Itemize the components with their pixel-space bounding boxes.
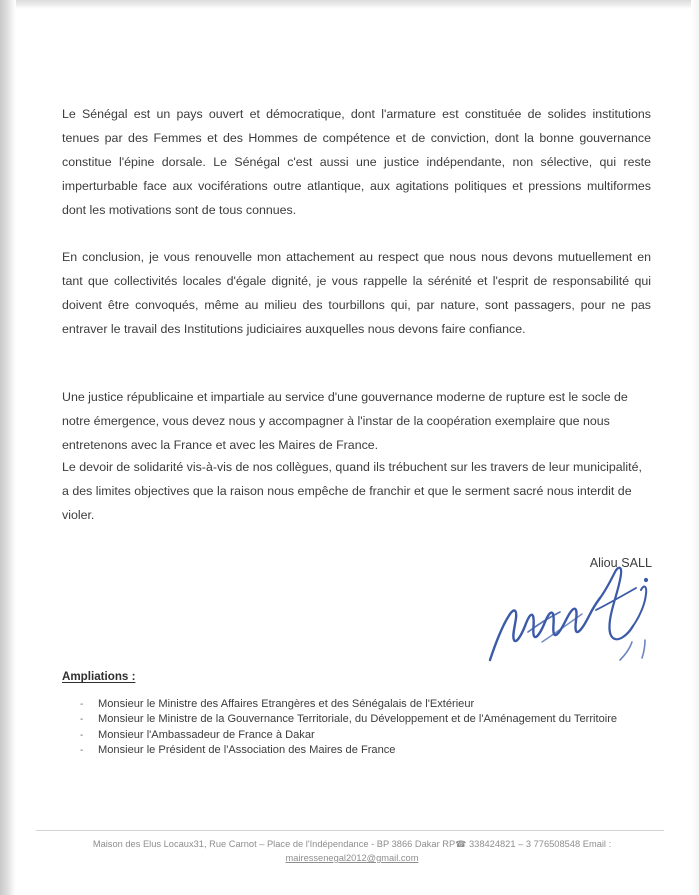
list-item xyxy=(62,697,652,712)
scan-shadow-top-edge xyxy=(16,0,699,9)
bullet-dash-icon: - xyxy=(80,729,84,741)
footer-email-address[interactable]: mairessenegal2012@gmail.com xyxy=(285,853,419,863)
footer-address-line xyxy=(62,837,642,851)
page-footer xyxy=(62,837,642,865)
footer-address-text: Maison des Elus Locaux31, Rue Carnot – Place de l'Indépendance - BP 3866 Dakar RP xyxy=(92,839,456,849)
list-item xyxy=(62,743,652,758)
footer-email-line xyxy=(62,851,642,865)
bullet-dash-icon: - xyxy=(80,699,84,710)
list-item xyxy=(62,728,652,743)
recipient-label: Monsieur le Ministre des Affaires Etrangères et des Sénégalais de l'Extérieur xyxy=(98,698,475,710)
list-item xyxy=(62,712,652,727)
ampliations-recipient-list xyxy=(62,697,652,759)
signature-block xyxy=(470,556,670,666)
body-paragraph-1: Le Sénégal est un pays ouvert et démocratique, dont l'armature est constituée de solides institutions tenues par des Femmes et des Hommes de compétence et de conviction, dont la bonne gouvernance constitue l'épine dorsale. Le Sénégal c'est aussi une justice indépendante, non sélective, qui reste imperturbable face aux vociférations outre atlantique, aux agitations politiques et pressions multiformes dont les motivations sont de tous connues. xyxy=(62,107,651,217)
recipient-label: Monsieur le Ministre de la Gouvernance Territoriale, du Développement et de l'Aménagement du Territoire xyxy=(98,713,618,726)
footer-divider xyxy=(36,830,664,831)
footer-phone-numbers: 338424821 – 3 776508548 xyxy=(468,839,581,849)
signer-name: Aliou SALL xyxy=(589,556,652,570)
body-paragraph-2: En conclusion, je vous renouvelle mon attachement au respect que nous nous devons mutuellement en tant que collectivités locales d'égale dignité, je vous rappelle la sérénité et l'esprit de responsabilité qui doivent être convoqués, même au milieu des tourbillons qui, par nature, sont passagers, pour ne pas entraver le travail des Institutions judiciaires auxquelles nous devons faire confiance. xyxy=(62,250,651,336)
ampliations-heading: Ampliations : xyxy=(62,670,136,683)
body-paragraph-3: Une justice républicaine et impartiale au service d'une gouvernance moderne de rupture est le socle de notre émergence, vous devez nous y accompagner à l'instar de la coopération exemplaire que nous entretenons avec la France et avec les Maires de France. xyxy=(62,390,628,452)
footer-email-label: Email : xyxy=(582,839,612,849)
telephone-icon: ☎ xyxy=(455,839,467,849)
scan-shadow-left-edge xyxy=(0,0,16,895)
scan-shadow-right-edge xyxy=(691,0,699,895)
recipient-label: Monsieur le Président de l'Association des Maires de France xyxy=(98,744,396,757)
body-paragraph-4: Le devoir de solidarité vis-à-vis de nos collègues, quand ils trébuchent sur les travers de leur municipalité, a des limites objectives que la raison nous empêche de franchir et que le serment sacré nous interdit de violer. xyxy=(62,460,642,522)
bullet-dash-icon: - xyxy=(80,714,84,726)
handwritten-signature-icon xyxy=(470,564,670,666)
bullet-dash-icon: - xyxy=(80,745,84,757)
recipient-label: Monsieur l'Ambassadeur de France à Dakar xyxy=(98,728,315,741)
